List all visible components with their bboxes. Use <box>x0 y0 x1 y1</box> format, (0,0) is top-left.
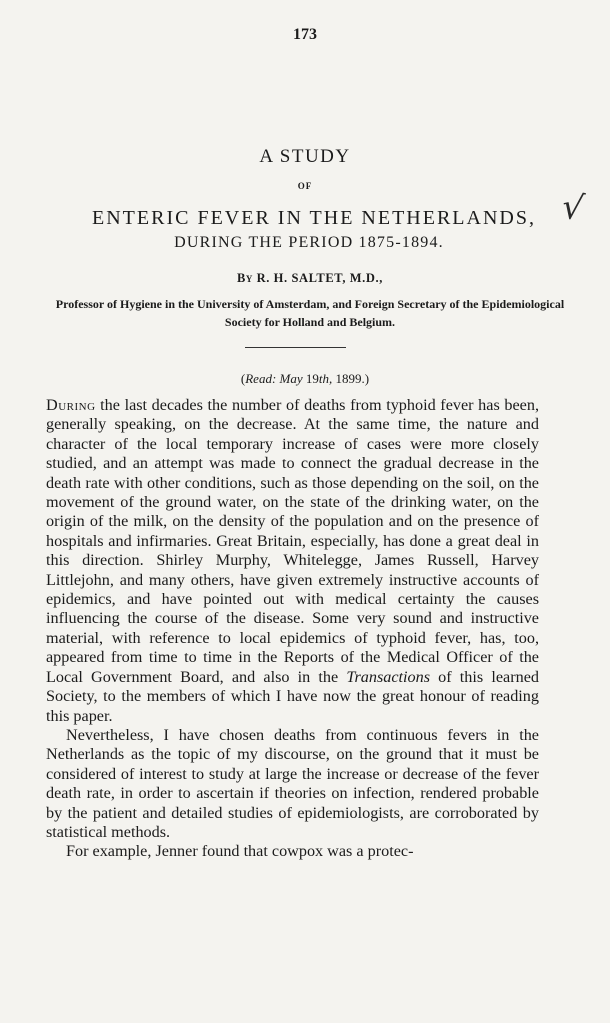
body-text <box>46 396 539 862</box>
read-year: 1899.) <box>335 371 370 386</box>
paragraph: Nevertheless, I have chosen deaths from continuous fevers in the Netherlands as the topic of my discourse, on the ground that it must be considered of interest to study at large the increase or decrease of the fever death rate, in order to ascertain if theories on infection, rendered probable by the patient and detailed studies of epidemiologists, are corroborated by statistical methods. <box>46 725 539 841</box>
divider <box>245 347 346 348</box>
journal-title: Transactions <box>346 667 430 686</box>
paragraph: For example, Jenner found that cowpox was a protec- <box>66 842 414 861</box>
read-month: May <box>279 371 303 386</box>
author-name: R. H. SALTET, M.D., <box>256 271 383 285</box>
paragraph-text: the last decades the number of deaths from typhoid fever has been, generally speaking, on the decrease. At the same time, the nature and character of the local temporary increase of cases were more closely studied, and an attempt was made to connect the gradual decrease in the death rate with other conditions, such as those depending on the soil, on the movement of the ground water, on the state of the drinking water, on the origin of the milk, on the density of the population and on the presence of hospitals and infirmaries. Great Britain, especially, has done a great deal in this direction. Shirley Murphy, Whitelegge, James Russell, Harvey Littlejohn, and many others, have given extremely instructive accounts of epidemics, and have pointed out with medical certainty the causes influencing the course of the disease. Some very sound and instructive material, with reference to local epidemics of typhoid fever, has, too, appeared from time to time in the Reports of the Medical Officer of the Local Government Board, and also in the <box>46 396 539 686</box>
paragraph <box>46 396 539 726</box>
check-mark-icon: √ <box>559 186 587 230</box>
read-open-paren: ( <box>240 371 246 386</box>
paragraph-text: of this learned Society, to the members of which I have now the great honour of reading this paper. <box>46 667 539 725</box>
drop-word: During <box>46 396 96 414</box>
title-line-of: OF <box>297 181 313 191</box>
author-affiliation: Professor of Hygiene in the University of Amsterdam, and Foreign Secretary of the Epidemiological Society for Holland and Belgium. <box>55 297 565 329</box>
read-day: 19th, <box>305 371 333 386</box>
page-title: ENTERIC FEVER IN THE NETHERLANDS, <box>92 207 536 229</box>
read-label: Read: <box>245 371 277 386</box>
title-line-a-study: A STUDY <box>259 146 351 167</box>
byline-by: By <box>237 271 253 285</box>
read-date <box>0 371 610 387</box>
title-period: DURING THE PERIOD 1875-1894. <box>174 234 444 251</box>
page-number: 173 <box>293 26 317 43</box>
author-byline <box>0 271 610 286</box>
